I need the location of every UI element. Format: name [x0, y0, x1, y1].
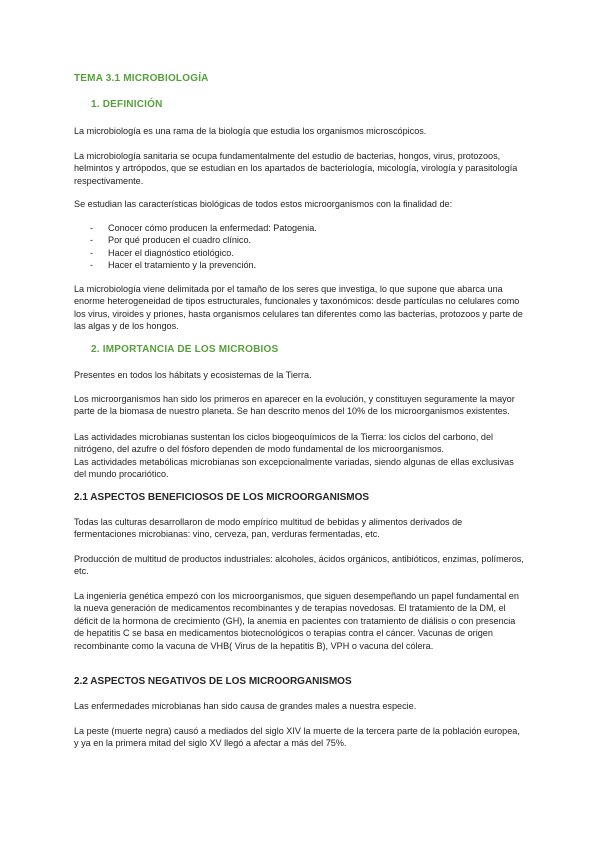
- section-1-heading: 1. DEFINICIÓN: [91, 99, 163, 110]
- paragraph: Presentes en todos los hábitats y ecosistemas de la Tierra.: [74, 370, 312, 380]
- paragraph: Las actividades microbianas sustentan los ciclos biogeoquímicos de la Tierra: los ciclos del carbono, del nitrógeno, del azufre o del fósforo dependen de modo fundamental de los microorganismos.: [74, 432, 494, 455]
- paragraph: Las actividades metabólicas microbianas son excepcionalmente variadas, siendo algunas de ellas exclusivas del mundo procariótico.: [74, 457, 514, 480]
- paragraph: La microbiología sanitaria se ocupa fundamentalmente del estudio de bacterias, hongos, virus, protozoos, helmintos y artrópodos, que se estudian en los apartados de bacteriología, micología, virología y parasitología respectivamente.: [74, 151, 518, 186]
- list-item: - Hacer el tratamiento y la prevención.: [90, 260, 257, 271]
- paragraph: Los microorganismos han sido los primeros en aparecer en la evolución, y constituyen seguramente la mayor parte de la biomasa de nuestro planeta. Se han descrito menos del 10% de los microorganismos existentes.: [74, 394, 515, 417]
- section-2-2-heading: 2.2 ASPECTOS NEGATIVOS DE LOS MICROORGANISMOS: [74, 676, 352, 687]
- page-title: TEMA 3.1 MICROBIOLOGÍA: [74, 73, 209, 84]
- paragraph: La ingeniería genética empezó con los microorganismos, que siguen desempeñando un papel fundamental en la nueva generación de medicamentos recombinantes y de terapias novedosas. El tratamiento de la DM, el déficit de la hormona de crecimiento (GH), la anemia en pacientes con tratamiento de diálisis o con presencia de hepatitis C se basa en medicamentos biotecnológicos o terapias contra el cáncer. Vacunas de origen recombinante como la vacuna de VHB( Virus de la hepatitis B), VPH o vacuna del cólera.: [74, 591, 519, 651]
- paragraph: Las enfermedades microbianas han sido causa de grandes males a nuestra especie.: [74, 701, 417, 711]
- paragraph: La microbiología viene delimitada por el tamaño de los seres que investiga, lo que supone que abarca una enorme heterogeneidad de tipos estructurales, funcionales y taxonómicos: desde partículas no celulares como los virus, viroides y priones, hasta organismos celulares tan diferentes como las bacterias, protozoos y parte de las algas y de los hongos.: [74, 284, 523, 332]
- paragraph: La microbiología es una rama de la biología que estudia los organismos microscópicos.: [74, 126, 427, 136]
- paragraph: Se estudian las características biológicas de todos estos microorganismos con la finalidad de:: [74, 199, 453, 209]
- paragraph: Producción de multitud de productos industriales: alcoholes, ácidos orgánicos, antibióticos, enzimas, polímeros, etc.: [74, 554, 524, 577]
- section-2-1-heading: 2.1 ASPECTOS BENEFICIOSOS DE LOS MICROORGANISMOS: [74, 492, 370, 503]
- aims-list: [74, 222, 526, 272]
- paragraph: La peste (muerte negra) causó a mediados del siglo XIV la muerte de la tercera parte de la población europea, y ya en la primera mitad del siglo XV llegó a afectar a más del 75%.: [74, 726, 520, 749]
- list-item: - Hacer el diagnóstico etiológico.: [90, 247, 234, 258]
- section-2-heading: 2. IMPORTANCIA DE LOS MICROBIOS: [91, 344, 279, 355]
- list-item: - Conocer cómo producen la enfermedad: Patogenia.: [90, 223, 317, 233]
- paragraph: Todas las culturas desarrollaron de modo empírico multitud de bebidas y alimentos derivados de fermentaciones microbianas: vino, cerveza, pan, verduras fermentadas, etc.: [74, 517, 463, 540]
- list-item: - Por qué producen el cuadro clínico.: [90, 235, 252, 246]
